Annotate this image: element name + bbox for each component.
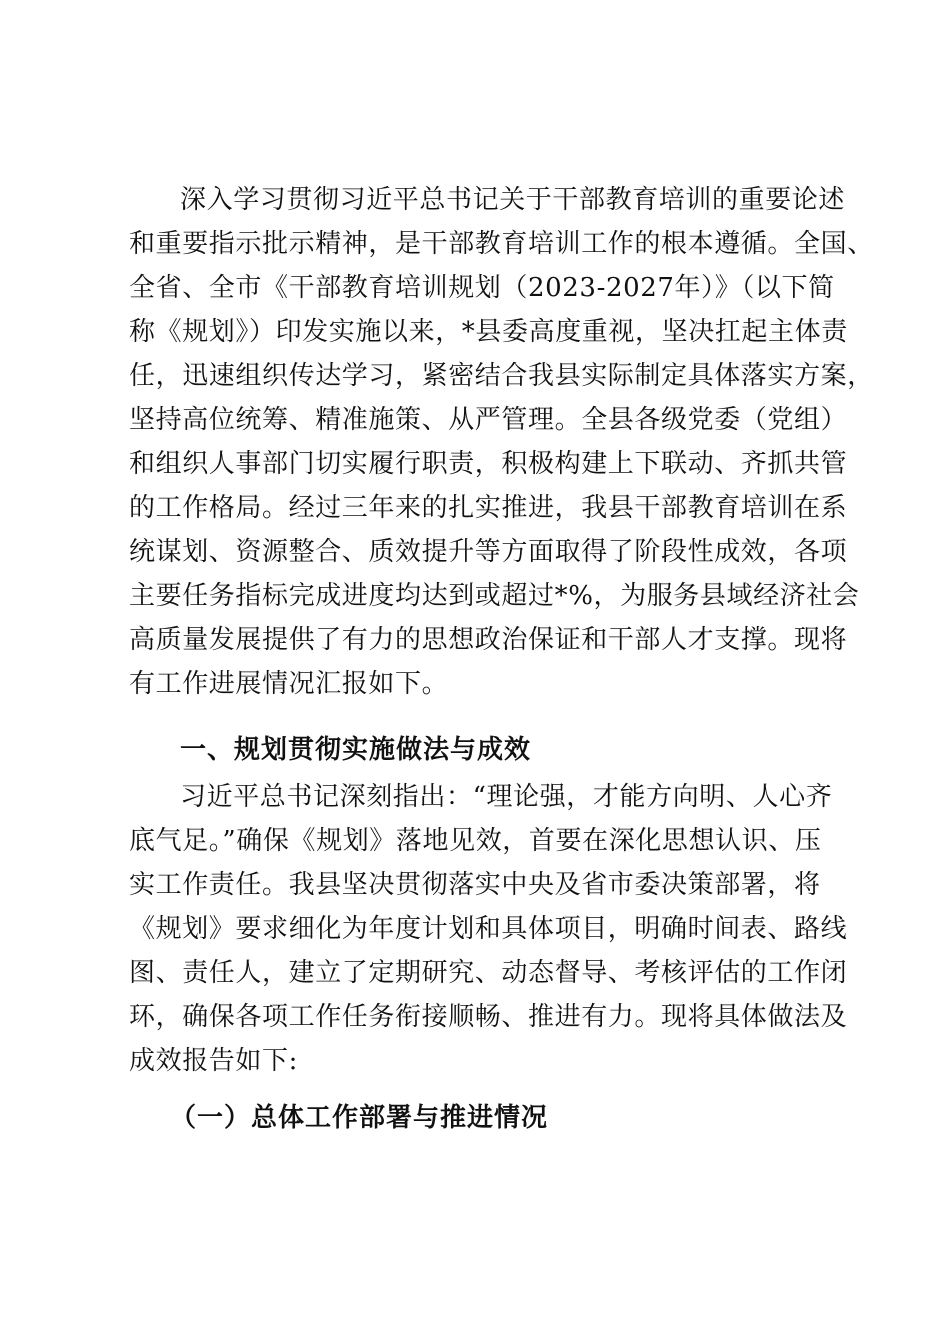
paragraph1-line-10: 主要任务指标完成进度均达到或超过*%，为服务县域经济社会: [129, 581, 860, 611]
paragraph1-line-11: 高质量发展提供了有力的思想政治保证和干部人才支撑。现将: [129, 625, 848, 655]
paragraph2-line-6: 环，确保各项工作任务衔接顺畅、推进有力。现将具体做法及: [129, 1002, 848, 1032]
paragraph2-line-5: 图、责任人，建立了定期研究、动态督导、考核评估的工作闭: [129, 958, 848, 988]
paragraph1-line-8: 的工作格局。经过三年来的扎实推进，我县干部教育培训在系: [129, 493, 848, 523]
paragraph1-line-9: 统谋划、资源整合、质效提升等方面取得了阶段性成效，各项: [129, 537, 848, 567]
paragraph1-line-4: 称《规划》）印发实施以来，*县委高度重视，坚决扛起主体责: [129, 317, 848, 347]
paragraph2-line-2: 底气足。”确保《规划》落地见效，首要在深化思想认识、压: [129, 826, 822, 856]
paragraph1-line-7: 和组织人事部门切实履行职责，积极构建上下联动、齐抓共管: [129, 449, 848, 479]
paragraph1-line-12: 有工作进展情况汇报如下。: [129, 669, 449, 699]
paragraph1-line-2: 和重要指示批示精神，是干部教育培训工作的根本遵循。全国、: [129, 229, 874, 259]
paragraph1-line-6: 坚持高位统筹、精准施策、从严管理。全县各级党委（党组）: [129, 405, 848, 435]
paragraph2-line-4: 《规划》要求细化为年度计划和具体项目，明确时间表、路线: [129, 914, 848, 944]
paragraph1-line-3: 全省、全市《干部教育培训规划（2023-2027年）》（以下简: [129, 273, 835, 303]
section-heading: 一、规划贯彻实施做法与成效: [180, 735, 532, 765]
paragraph1-line-5: 任，迅速组织传达学习，紧密结合我县实际制定具体落实方案，: [129, 361, 874, 391]
paragraph2-line-3: 实工作责任。我县坚决贯彻落实中央及省市委决策部署，将: [129, 870, 821, 900]
subsection-heading: （一）总体工作部署与推进情况: [170, 1103, 549, 1133]
paragraph2-line-1: 习近平总书记深刻指出：“理论强，才能方向明、人心齐: [180, 782, 833, 812]
paragraph1-line-1: 深入学习贯彻习近平总书记关于干部教育培训的重要论述: [180, 185, 846, 215]
paragraph2-line-7: 成效报告如下:: [129, 1046, 298, 1076]
